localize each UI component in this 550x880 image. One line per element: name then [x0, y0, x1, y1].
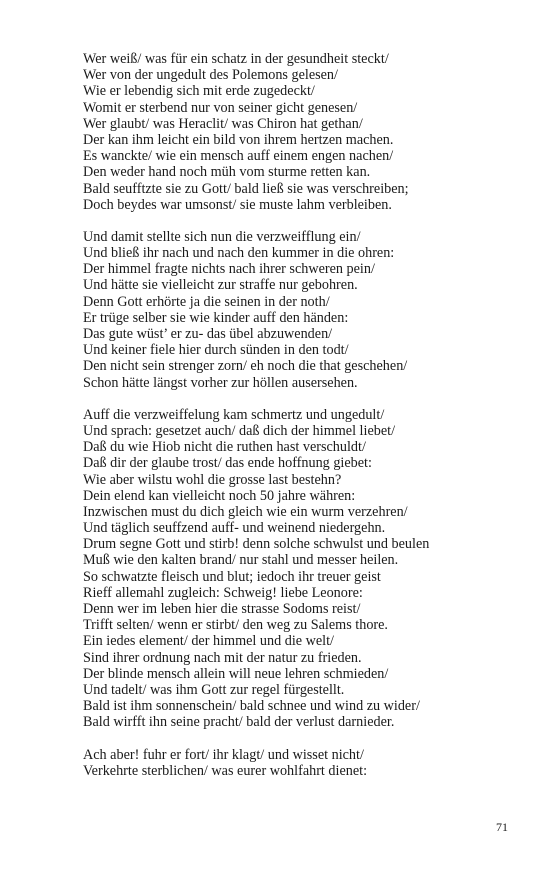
poem-line: Der himmel fragte nichts nach ihrer schweren pein/ — [83, 261, 375, 278]
poem-line: Wie aber wilstu wohl die grosse last bestehn? — [83, 471, 342, 488]
stanza-2 — [83, 229, 513, 391]
poem-line: Wie er lebendig sich mit erde zugedeckt/ — [83, 83, 315, 100]
poem-line: Verkehrte sterblichen/ was eurer wohlfahrt dienet: — [83, 762, 368, 779]
poem-line: Wer weiß/ was für ein schatz in der gesundheit steckt/ — [83, 51, 389, 67]
poem-line: Der kan ihm leicht ein bild von ihrem hertzen machen. — [83, 131, 394, 148]
poem-line: Daß dir der glaube trost/ das ende hoffnung giebet: — [83, 455, 372, 472]
poem-line: Auff die verzweiffelung kam schmertz und ungedult/ — [83, 406, 385, 423]
poem-line: Inzwischen must du dich gleich wie ein wurm verzehren/ — [83, 503, 408, 520]
stanza-1 — [83, 51, 513, 213]
poem-line: Und täglich seuffzend auff- und weinend niedergehn. — [83, 520, 386, 537]
poem-line: Womit er sterbend nur von seiner gicht genesen/ — [83, 99, 358, 116]
poem-line: Es wanckte/ wie ein mensch auff einem engen nachen/ — [83, 148, 394, 165]
poem-line: Und bließ ihr nach und nach den kummer in die ohren: — [83, 245, 395, 262]
poem-text — [83, 51, 513, 795]
poem-line: Doch beydes war umsonst/ sie muste lahm verbleiben. — [83, 196, 392, 213]
poem-line: Bald ist ihm sonnenschein/ bald schnee und wind zu wider/ — [83, 698, 420, 715]
poem-line: Und damit stellte sich nun die verzweifflung ein/ — [83, 228, 361, 245]
poem-line: Schon hätte längst vorher zur höllen ausersehen. — [83, 374, 358, 391]
poem-line: So schwatzte fleisch und blut; iedoch ihr treuer geist — [83, 568, 381, 585]
poem-line: Wer glaubt/ was Heraclit/ was Chiron hat gethan/ — [83, 115, 363, 132]
poem-line: Und hätte sie vielleicht zur straffe nur gebohren. — [83, 277, 358, 294]
poem-line: Den nicht sein strenger zorn/ eh noch die that geschehen/ — [83, 358, 408, 375]
poem-line: Trifft selten/ wenn er stirbt/ den weg zu Salems thore. — [83, 617, 388, 634]
poem-line: Ein iedes element/ der himmel und die welt/ — [83, 633, 334, 650]
poem-line: Wer von der ungedult des Polemons gelesen/ — [83, 67, 338, 84]
poem-line: Und tadelt/ was ihm Gott zur regel fürgestellt. — [83, 681, 345, 698]
poem-line: Denn wer im leben hier die strasse Sodoms reist/ — [83, 601, 361, 617]
stanza-3 — [83, 407, 513, 731]
poem-line: Er trüge selber sie wie kinder auff den händen: — [83, 309, 349, 326]
poem-line: Der blinde mensch allein will neue lehren schmieden/ — [83, 665, 389, 682]
poem-line: Drum segne Gott und stirb! denn solche schwulst und beulen — [83, 536, 430, 553]
poem-line: Denn Gott erhörte ja die seinen in der noth/ — [83, 293, 330, 310]
poem-line: Ach aber! fuhr er fort/ ihr klagt/ und wisset nicht/ — [83, 746, 364, 763]
stanza-4 — [83, 747, 513, 779]
poem-line: Rieff allemahl zugleich: Schweig! liebe Leonore: — [83, 584, 363, 601]
poem-line: Dein elend kan vielleicht noch 50 jahre währen: — [83, 487, 356, 504]
poem-line: Bald wirfft ihn seine pracht/ bald der verlust darnieder. — [83, 714, 395, 731]
poem-line: Den weder hand noch müh vom sturme retten kan. — [83, 164, 371, 181]
poem-line: Und sprach: gesetzet auch/ daß dich der himmel liebet/ — [83, 422, 396, 439]
poem-line: Und keiner fiele hier durch sünden in den todt/ — [83, 342, 349, 359]
poem-line: Sind ihrer ordnung nach mit der natur zu frieden. — [83, 649, 362, 666]
poem-line: Bald seufftzte sie zu Gott/ bald ließ sie was verschreiben; — [83, 180, 409, 197]
poem-line: Das gute wüst’ er zu- das übel abzuwenden/ — [83, 326, 333, 342]
page-number: 71 — [496, 820, 508, 834]
poem-line: Muß wie den kalten brand/ nur stahl und messer heilen. — [83, 552, 399, 569]
poem-line: Daß du wie Hiob nicht die ruthen hast verschuldt/ — [83, 439, 366, 456]
